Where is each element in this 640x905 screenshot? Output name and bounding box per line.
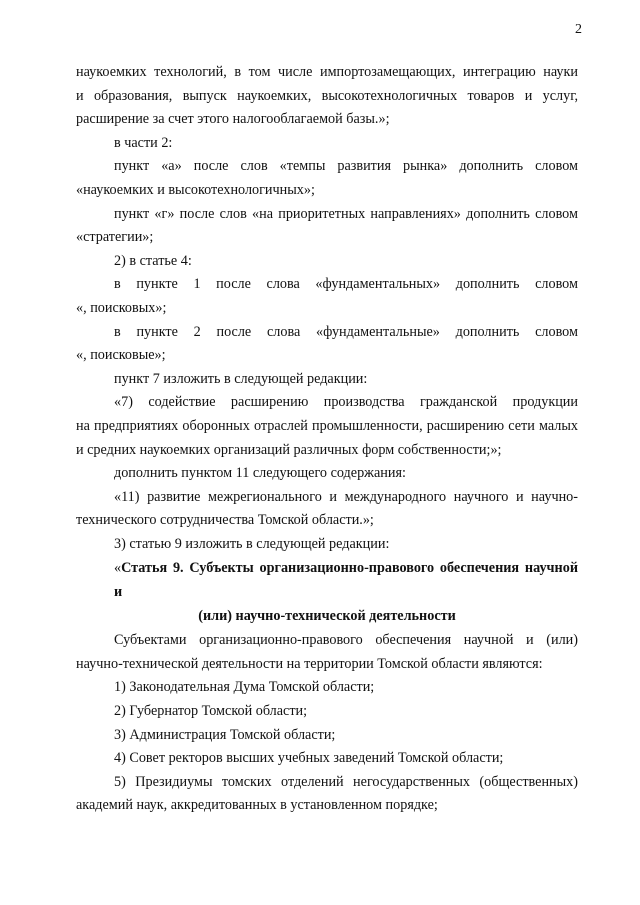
paragraph bbox=[76, 486, 578, 533]
text-line: «наукоемких и высокотехнологичных»; bbox=[76, 181, 315, 198]
text-line: пункт «г» после слов «на приоритетных направлениях» дополнить словом bbox=[114, 205, 578, 222]
text-line: «, поисковых»; bbox=[76, 299, 167, 316]
text-line: 1) Законодательная Дума Томской области; bbox=[114, 679, 375, 696]
text-line: академий наук, аккредитованных в установленном порядке; bbox=[76, 797, 438, 814]
text-line: 2) в статье 4: bbox=[114, 252, 192, 269]
text-line: в части 2: bbox=[114, 134, 173, 151]
paragraph bbox=[76, 462, 578, 486]
paragraph bbox=[76, 533, 578, 557]
paragraph bbox=[76, 132, 578, 156]
text-line: и образования, выпуск наукоемких, высокотехнологичных товаров и услуг, bbox=[76, 87, 578, 104]
paragraph bbox=[76, 273, 578, 320]
text-line: Субъектами организационно-правового обеспечения научной и (или) bbox=[114, 632, 578, 649]
paragraph bbox=[76, 61, 578, 132]
text-line: технического сотрудничества Томской области.»; bbox=[76, 512, 374, 529]
paragraph bbox=[76, 771, 578, 818]
text-line: 3) статью 9 изложить в следующей редакции: bbox=[114, 535, 390, 552]
text-line: научно-технической деятельности на территории Томской области являются: bbox=[76, 655, 543, 672]
paragraph bbox=[76, 368, 578, 392]
heading-title: Статья 9. Субъекты организационно-правового обеспечения научной и bbox=[114, 560, 578, 601]
paragraph bbox=[76, 391, 578, 462]
text-line: наукоемких технологий, в том числе импортозамещающих, интеграцию науки bbox=[76, 64, 578, 80]
paragraph bbox=[76, 155, 578, 202]
paragraph bbox=[76, 203, 578, 250]
paragraph bbox=[76, 676, 578, 700]
paragraph bbox=[76, 629, 578, 676]
paragraph bbox=[76, 700, 578, 724]
text-line: пункт 7 изложить в следующей редакции: bbox=[114, 370, 368, 387]
text-line: 5) Президиумы томских отделений негосударственных (общественных) bbox=[114, 773, 578, 790]
article-heading-line: (или) научно-технической деятельности bbox=[198, 607, 456, 624]
text-line: «стратегии»; bbox=[76, 229, 154, 246]
text-line: «11) развитие межрегионального и международного научного и научно- bbox=[114, 488, 578, 505]
paragraph bbox=[76, 250, 578, 274]
text-line: 2) Губернатор Томской области; bbox=[114, 703, 308, 720]
article-heading bbox=[76, 557, 578, 628]
text-line: «, поисковые»; bbox=[76, 347, 166, 364]
text-line: 3) Администрация Томской области; bbox=[114, 726, 336, 743]
text-line: в пункте 2 после слова «фундаментальные» дополнить словом bbox=[114, 323, 578, 340]
text-line: дополнить пунктом 11 следующего содержания: bbox=[114, 465, 406, 482]
paragraph bbox=[76, 724, 578, 748]
paragraph bbox=[76, 321, 578, 368]
text-line: на предприятиях оборонных отраслей промышленности, расширению сети малых bbox=[76, 417, 578, 434]
text-line: 4) Совет ректоров высших учебных заведений Томской области; bbox=[114, 750, 504, 767]
document-body bbox=[76, 61, 578, 818]
article-heading-line bbox=[76, 557, 578, 604]
text-line: «7) содействие расширению производства гражданской продукции bbox=[114, 394, 578, 411]
paragraph bbox=[76, 747, 578, 771]
heading-quote-mark: « bbox=[114, 560, 122, 577]
text-line: расширение за счет этого налогооблагаемой базы.»; bbox=[76, 111, 390, 128]
text-line: в пункте 1 после слова «фундаментальных» дополнить словом bbox=[114, 276, 578, 293]
page-number: 2 bbox=[575, 22, 582, 37]
text-line: и средних наукоемких организаций различных форм собственности;»; bbox=[76, 441, 502, 458]
text-line: пункт «а» после слов «темпы развития рынка» дополнить словом bbox=[114, 158, 578, 175]
